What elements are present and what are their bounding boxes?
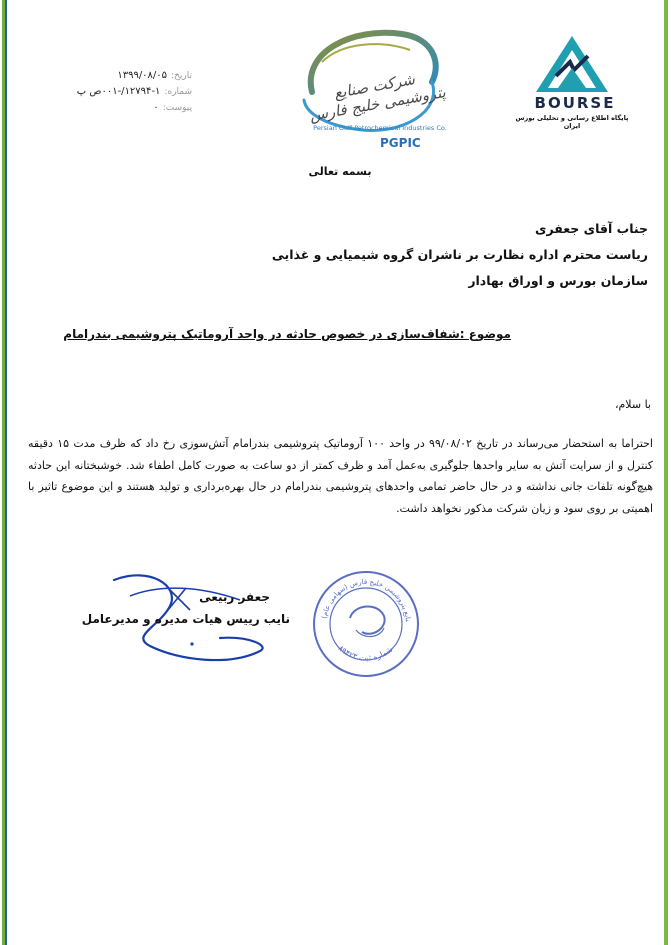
addressee-block — [228, 216, 648, 294]
company-logo — [282, 22, 452, 150]
company-abbr: PGPIC — [380, 136, 421, 150]
svg-text:شرکت صنایع پتروشیمی خلیج فارس — [310, 568, 412, 623]
subject-line: موضوع :شفاف‌سازی در خصوص حادثه در واحد آروماتیک پتروشیمی بندرامام — [63, 327, 511, 341]
attachment-label: پیوست: — [162, 103, 192, 113]
letter-body: احتراما به استحضار می‌رساند در تاریخ ۹۹/۰۸/۰۲ در واحد ۱۰۰ آروماتیک پتروشیمی بندرامام آتش‌سوزی رخ داد که ظرف مدت ۱۵ دقیقه کنترل و از سرایت آتش به سایر واحدها جلوگیری به‌عمل آمد و ظرف کمتر از دو ساعت به صورت کامل اطفاء شد. خوشبختانه این حادثه هیچ‌گونه تلفات جانی نداشته و در حال حاضر تمامی واحدهای پتروشیمی بندرامام در حال بهره‌برداری و تولید هستند و این موضوع تاثیر با اهمیتی بر روی سود و زیان شرکت مذکور نخواهد داشت. — [28, 437, 653, 515]
attachment-value: ۰ — [153, 102, 159, 113]
date-value: ۱۳۹۹/۰۸/۰۵ — [117, 70, 168, 81]
stamp-reg-number: شماره ثبت ۸۹۴۲۳ — [336, 643, 395, 663]
company-name-en: Persian Gulf Petrochemical Industries Co. — [313, 124, 447, 132]
meta-date-row — [82, 68, 192, 84]
date-label: تاریخ: — [171, 71, 192, 81]
number-label: شماره: — [164, 87, 192, 97]
left-edge-blue-bar — [5, 0, 7, 945]
signature-block — [81, 566, 290, 676]
svg-text:شماره ثبت ۸۹۴۲۳ — [336, 644, 394, 663]
bourse-logo — [512, 32, 632, 130]
company-name-fa: شرکت صنایع پتروشیمی خلیج فارس — [308, 70, 447, 125]
bourse-wordmark: BOURSE — [534, 94, 616, 112]
addressee-line-3: سازمان بورس و اوراق بهادار — [468, 273, 648, 288]
meta-attachment-row — [82, 100, 192, 116]
letter-meta — [76, 68, 192, 116]
company-stamp — [310, 568, 422, 680]
signatory-title: نایب رییس هیات مدیره و مدیرعامل — [81, 612, 290, 626]
bismillah-heading: بسمه تعالی — [308, 165, 372, 178]
number-value: ۱۲۷۹۴-۱/-۰۰۱ص پ — [76, 86, 161, 97]
greeting: با سلام، — [614, 398, 651, 411]
stamp-text: نایع پتروشیمی خلیج فارس (سهامی عام) — [320, 577, 412, 622]
signatory-name: جعفر ربیعی — [199, 590, 270, 604]
right-edge-green-bar — [664, 0, 668, 945]
bourse-triangle-icon — [512, 32, 632, 94]
meta-number-row — [76, 84, 192, 100]
addressee-line-2: ریاست محترم اداره نظارت بر ناشران گروه شیمیایی و غذایی — [271, 247, 648, 262]
stamp-seal-icon — [310, 568, 422, 680]
bourse-subtitle: پایگاه اطلاع رسانی و تحلیلی بورس ایران — [515, 114, 629, 130]
addressee-line-1: جناب آقای جعفری — [535, 221, 648, 236]
